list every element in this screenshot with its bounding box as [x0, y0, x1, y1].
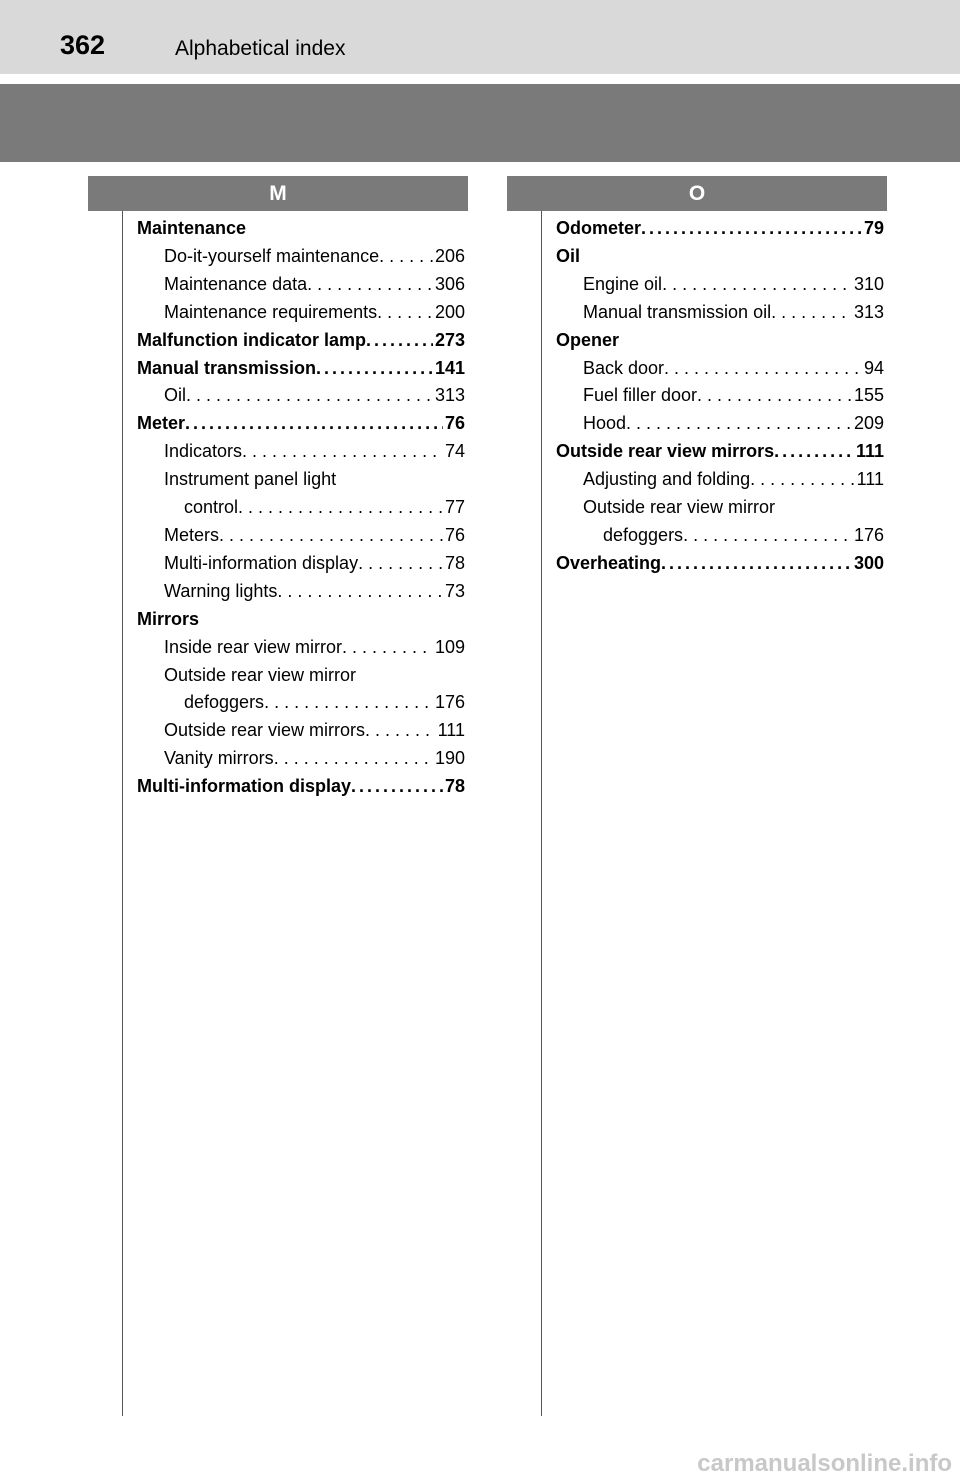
index-entry	[137, 689, 465, 717]
index-term: Oil	[556, 245, 581, 266]
leader-dots	[366, 327, 433, 355]
index-entry	[137, 355, 465, 383]
index-term: Multi-information display	[164, 552, 359, 573]
leader-dots	[661, 550, 852, 578]
index-page-number: 313	[434, 385, 465, 406]
index-page-number: 111	[855, 441, 884, 462]
index-term: Malfunction indicator lamp	[137, 329, 367, 350]
index-page-number: 300	[853, 552, 884, 573]
index-term: defoggers	[184, 692, 265, 713]
leader-dots	[683, 522, 852, 550]
index-term: Do-it-yourself maintenance	[164, 245, 380, 266]
index-page-number: 200	[434, 301, 465, 322]
leader-dots	[186, 382, 433, 410]
index-entry	[137, 438, 465, 466]
index-page-number: 313	[853, 301, 884, 322]
index-entry	[137, 299, 465, 327]
index-entry	[137, 271, 465, 299]
index-entry	[556, 243, 884, 271]
index-entry	[137, 382, 465, 410]
leader-dots	[238, 494, 443, 522]
leader-dots	[351, 773, 443, 801]
leader-dots	[264, 689, 433, 717]
index-page-number: 111	[437, 720, 465, 741]
index-entry	[137, 466, 465, 494]
index-entry	[137, 717, 465, 745]
index-entry	[556, 410, 884, 438]
index-page-number: 273	[434, 329, 465, 350]
index-entry	[556, 382, 884, 410]
index-term: Mirrors	[137, 608, 200, 629]
index-term: Engine oil	[583, 273, 663, 294]
leader-dots	[379, 243, 433, 271]
index-term: defoggers	[603, 524, 684, 545]
index-page-number: 94	[863, 357, 884, 378]
index-entry	[556, 327, 884, 355]
leader-dots	[697, 382, 852, 410]
leader-dots	[377, 299, 433, 327]
index-term: Odometer	[556, 218, 642, 238]
section-heading-o: O	[507, 176, 887, 211]
index-entry	[137, 522, 465, 550]
index-page-number: 78	[444, 552, 465, 573]
index-entry	[137, 662, 465, 690]
index-term: Indicators	[164, 441, 243, 462]
index-term: Outside rear view mirror	[164, 664, 357, 685]
index-page-number: 155	[853, 385, 884, 406]
index-page-number: 73	[444, 580, 465, 601]
index-term: Opener	[556, 329, 620, 350]
index-term: Outside rear view mirror	[583, 497, 776, 518]
leader-dots	[342, 634, 433, 662]
index-page-number: 176	[434, 692, 465, 713]
index-page-number: 111	[856, 469, 884, 490]
leader-dots	[219, 522, 443, 550]
index-column-m	[137, 215, 465, 801]
index-entry	[137, 215, 465, 243]
leader-dots	[307, 271, 433, 299]
index-term: Overheating	[556, 552, 662, 573]
page-title: Alphabetical index	[175, 37, 346, 60]
index-entry	[556, 494, 884, 522]
index-entry	[556, 522, 884, 550]
leader-dots	[750, 466, 855, 494]
index-term: control	[184, 497, 239, 518]
index-entry	[137, 578, 465, 606]
index-entry	[137, 410, 465, 438]
index-term: Warning lights	[164, 580, 278, 601]
index-term: Inside rear view mirror	[164, 636, 343, 657]
index-term: Back door	[583, 357, 665, 378]
index-entry	[137, 745, 465, 773]
leader-dots	[185, 410, 443, 438]
index-term: Meter	[137, 413, 186, 434]
index-page-number: 109	[434, 636, 465, 657]
index-term: Multi-information display	[137, 776, 351, 797]
index-page-number: 190	[434, 748, 465, 769]
index-term: Adjusting and folding	[583, 469, 751, 490]
index-term: Manual transmission oil	[583, 301, 772, 322]
index-entry	[137, 494, 465, 522]
header-band	[0, 84, 960, 162]
leader-dots	[662, 271, 852, 299]
leader-dots	[365, 717, 436, 745]
index-entry	[556, 438, 884, 466]
index-page-number: 310	[853, 273, 884, 294]
index-entry	[556, 215, 884, 243]
leader-dots	[641, 215, 862, 243]
leader-dots	[664, 355, 862, 383]
index-entry	[556, 550, 884, 578]
leader-dots	[277, 578, 443, 606]
index-page-number: 74	[444, 441, 465, 462]
index-entry	[556, 355, 884, 383]
index-entry	[556, 299, 884, 327]
index-entry	[556, 466, 884, 494]
index-page-number: 209	[853, 413, 884, 434]
index-term: Maintenance requirements	[164, 301, 378, 322]
index-page-number: 206	[434, 245, 465, 266]
leader-dots	[774, 438, 854, 466]
index-page-number: 76	[444, 524, 465, 545]
index-page-number: 141	[434, 357, 465, 378]
index-term: Oil	[164, 385, 186, 406]
index-page-number: 78	[444, 776, 465, 797]
leader-dots	[771, 299, 852, 327]
index-page-number: 76	[444, 413, 465, 434]
index-term: Vanity mirrors	[164, 748, 274, 769]
index-term: Hood	[583, 413, 627, 434]
index-term: Outside rear view mirrors	[164, 720, 366, 741]
column-rule	[541, 211, 542, 1416]
column-rule	[122, 211, 123, 1416]
index-entry	[137, 327, 465, 355]
index-page-number: 176	[853, 524, 884, 545]
index-term: Outside rear view mirrors	[556, 441, 775, 462]
leader-dots	[274, 745, 433, 773]
index-term: Maintenance	[137, 218, 247, 238]
index-page-number: 306	[434, 273, 465, 294]
index-term: Manual transmission	[137, 357, 317, 378]
index-entry	[137, 550, 465, 578]
index-term: Fuel filler door	[583, 385, 698, 406]
index-entry	[556, 271, 884, 299]
index-entry	[137, 606, 465, 634]
index-page-number: 79	[863, 218, 884, 238]
index-page-number: 77	[444, 497, 465, 518]
section-heading-m: M	[88, 176, 468, 211]
leader-dots	[626, 410, 852, 438]
index-term: Instrument panel light	[164, 469, 337, 490]
index-entry	[137, 773, 465, 801]
header-strip	[0, 0, 960, 74]
leader-dots	[242, 438, 443, 466]
watermark: carmanualsonline.info	[697, 1450, 952, 1477]
index-term: Meters	[164, 524, 220, 545]
leader-dots	[316, 355, 433, 383]
index-entry	[137, 634, 465, 662]
leader-dots	[358, 550, 443, 578]
index-column-o	[556, 215, 884, 578]
index-entry	[137, 243, 465, 271]
index-term: Maintenance data	[164, 273, 308, 294]
page-number: 362	[60, 30, 106, 60]
